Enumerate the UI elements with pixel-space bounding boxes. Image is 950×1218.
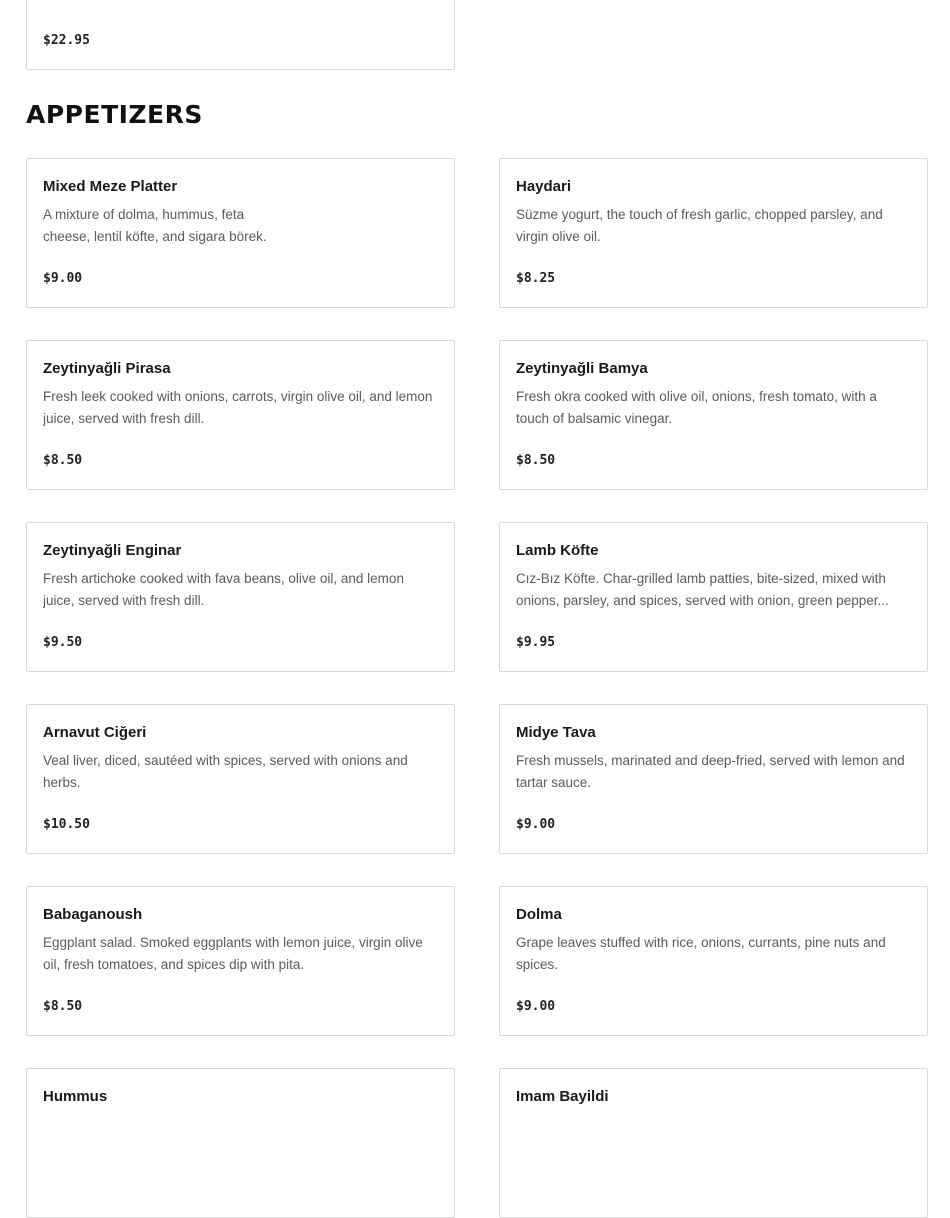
menu-item-name: Hummus — [43, 1088, 108, 1105]
menu-item-price: $9.00 — [516, 817, 556, 832]
menu-item-description: Fresh okra cooked with olive oil, onions, fresh tomato, with a touch of balsamic vinegar. — [516, 389, 877, 426]
menu-item-card[interactable] — [499, 1068, 928, 1218]
menu-item-card[interactable] — [499, 522, 928, 672]
menu-item-description: Cız-Bız Köfte. Char-grilled lamb patties, bite-sized, mixed with onions, parsley, and spices, served with onion, green pepper... — [516, 571, 889, 608]
menu-item-card[interactable] — [499, 704, 928, 854]
menu-item-price: $10.50 — [43, 817, 90, 832]
menu-item-name: Arnavut Ciğeri — [43, 724, 147, 741]
menu-item-card[interactable] — [26, 158, 455, 308]
menu-item-card[interactable] — [499, 886, 928, 1036]
menu-item-name: Dolma — [516, 906, 562, 923]
section-title: APPETIZERS — [26, 100, 203, 129]
menu-item-price: $9.50 — [43, 635, 83, 650]
menu-item-card[interactable] — [499, 158, 928, 308]
menu-item-card[interactable] — [26, 340, 455, 490]
menu-item-price: $8.50 — [516, 453, 556, 468]
menu-item-name: Haydari — [516, 178, 572, 195]
menu-item-name: Imam Bayildi — [516, 1088, 609, 1105]
menu-item-card[interactable] — [26, 0, 455, 70]
menu-item-name: Babaganoush — [43, 906, 143, 923]
menu-item-name: Zeytinyağli Enginar — [43, 542, 182, 559]
menu-item-card[interactable] — [26, 522, 455, 672]
menu-item-description: Veal liver, diced, sautéed with spices, served with onions and herbs. — [43, 753, 408, 790]
menu-item-description: Fresh leek cooked with onions, carrots, virgin olive oil, and lemon juice, served with fresh dill. — [43, 389, 433, 426]
menu-item-description — [43, 1114, 438, 1158]
menu-item-description: Süzme yogurt, the touch of fresh garlic, chopped parsley, and virgin olive oil. — [516, 207, 883, 244]
menu-item-name: Zeytinyağli Bamya — [516, 360, 648, 377]
menu-item-description: Eggplant salad. Smoked eggplants with lemon juice, virgin olive oil, fresh tomatoes, and spices dip with pita. — [43, 935, 423, 972]
menu-item-price: $22.95 — [43, 33, 90, 48]
menu-item-price: $8.50 — [43, 999, 83, 1014]
menu-item-description: Grape leaves stuffed with rice, onions, currants, pine nuts and spices. — [516, 935, 886, 972]
menu-item-price: $9.00 — [516, 999, 556, 1014]
menu-item-card[interactable] — [499, 340, 928, 490]
menu-item-name: Mixed Meze Platter — [43, 178, 178, 195]
menu-item-price: $9.95 — [516, 635, 556, 650]
menu-item-card[interactable] — [26, 886, 455, 1036]
menu-item-description: Fresh artichoke cooked with fava beans, olive oil, and lemon juice, served with fresh dill. — [43, 571, 404, 608]
menu-item-name: Midye Tava — [516, 724, 596, 741]
menu-item-description — [516, 1114, 911, 1158]
menu-item-description: Fresh mussels, marinated and deep-fried, served with lemon and tartar sauce. — [516, 753, 905, 790]
menu-item-name: Lamb Köfte — [516, 542, 599, 559]
menu-item-card[interactable] — [26, 704, 455, 854]
menu-item-price: $8.25 — [516, 271, 556, 286]
menu-item-name: Zeytinyağli Pirasa — [43, 360, 171, 377]
menu-item-description: A mixture of dolma, hummus, feta cheese, lentil köfte, and sigara börek. — [43, 207, 267, 244]
menu-item-price: $9.00 — [43, 271, 83, 286]
menu-item-card[interactable] — [26, 1068, 455, 1218]
menu-item-price: $8.50 — [43, 453, 83, 468]
